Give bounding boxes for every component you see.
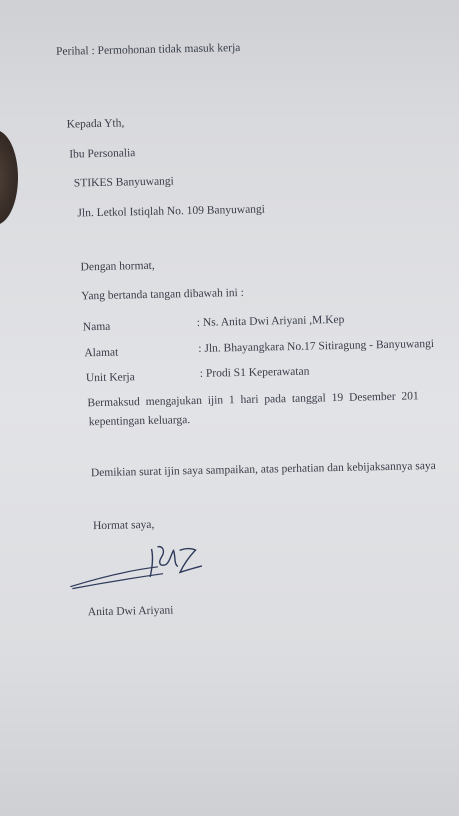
- subject-line: Perihal : Permohonan tidak masuk kerja: [55, 41, 241, 58]
- field-label-nama: Nama: [82, 320, 111, 334]
- sign-off: Hormat saya,: [92, 518, 155, 533]
- signature-scribble: [67, 536, 208, 594]
- greeting: Dengan hormat,: [80, 259, 155, 274]
- intro-line: Yang bertanda tangan dibawah ini :: [81, 286, 244, 303]
- field-value-unit: : Prodi S1 Keperawatan: [199, 365, 310, 380]
- field-value-nama: : Ns. Anita Dwi Ariyani ,M.Kep: [196, 313, 345, 329]
- body-line-2: kepentingan keluarga.: [88, 414, 191, 429]
- recipient-name: Ibu Personalia: [69, 147, 136, 161]
- recipient-address: Jln. Letkol Istiqlah No. 109 Banyuwangi: [77, 203, 266, 220]
- body-line-1: Bermaksud mengajukan ijin 1 hari pada tanggal 19 Desember 201: [87, 390, 419, 410]
- closing-paragraph: Demikian surat ijin saya sampaikan, atas perhatian dan kebijaksannya saya: [90, 459, 436, 480]
- field-label-unit: Unit Kerja: [85, 371, 135, 385]
- field-value-alamat: : Jln. Bhayangkara No.17 Sitiragung - Banyuwangi: [198, 337, 435, 355]
- signatory-name: Anita Dwi Ariyani: [87, 604, 174, 619]
- field-label-alamat: Alamat: [84, 346, 119, 360]
- salutation: Kepada Yth,: [66, 117, 125, 131]
- recipient-institution: STIKES Banyuwangi: [73, 175, 174, 190]
